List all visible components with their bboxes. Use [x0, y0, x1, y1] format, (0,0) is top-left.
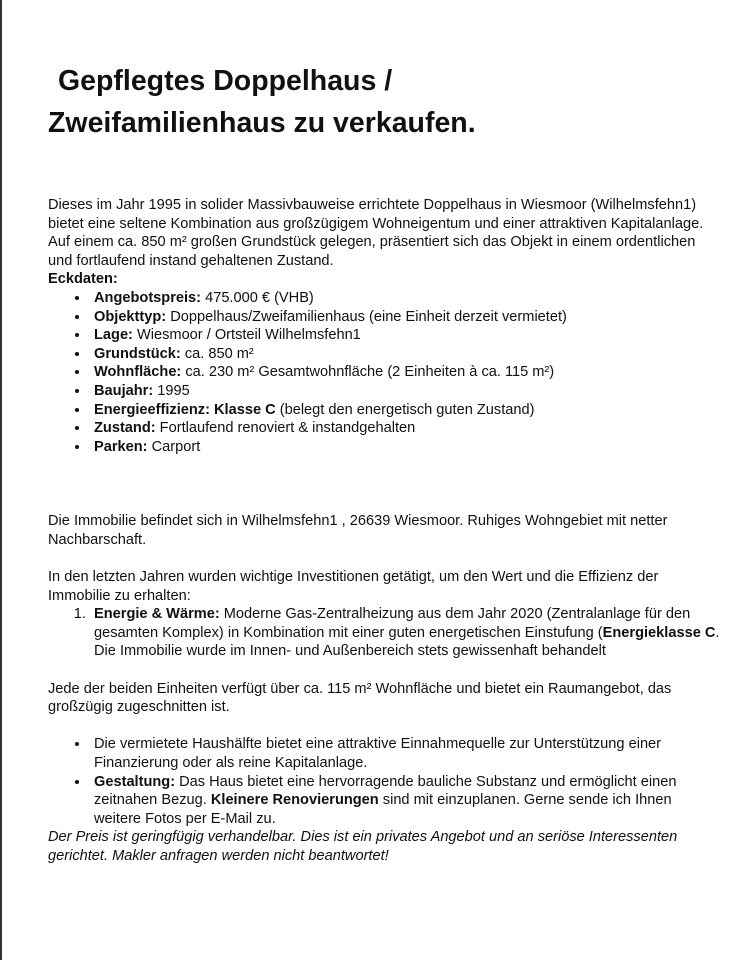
investments-intro: In den letzten Jahren wurden wichtige Investitionen getätigt, um den Wert und die Effizienz der Immobilie zu erhalten: — [48, 569, 659, 604]
list-item: • Parken: Carport — [90, 438, 720, 457]
list-item: • Zustand: Fortlaufend renoviert & instandgehalten — [90, 419, 720, 438]
list-item: • Grundstück: ca. 850 m² — [90, 345, 720, 364]
page-title — [48, 60, 720, 144]
list-item: • Gestaltung: Das Haus bietet eine hervorragende bauliche Substanz und ermöglicht einen zeitnahen Bezug. Kleinere Renovierungen sind mit einzuplanen. Gerne sende ich Ihnen weitere Fotos per E-Mail zu. — [90, 773, 720, 829]
list-item: 1. Energie & Wärme: Moderne Gas-Zentralheizung aus dem Jahr 2020 (Zentralanlage für den gesamten Komplex) in Kombination mit einer guten energetischen Einstufung (Energieklasse C. Die Immobilie wurde im Innen- und Außenbereich stets gewissenhaft behandelt — [90, 605, 720, 661]
list-item: • Die vermietete Haushälfte bietet eine attraktive Einnahmequelle zur Unterstützung einer Finanzierung oder als reine Kapitalanlage. — [90, 735, 720, 772]
list-item: • Energieeffizienz: Klasse C (belegt den energetisch guten Zustand) — [90, 401, 720, 420]
list-item: • Baujahr: 1995 — [90, 382, 720, 401]
eckdaten-heading: Eckdaten: — [48, 271, 118, 288]
list-item: • Angebotspreis: 475.000 € (VHB) — [90, 289, 720, 308]
page-edge — [0, 0, 2, 960]
title-line-1: Gepflegtes Doppelhaus / — [58, 65, 393, 97]
units-paragraph: Jede der beiden Einheiten verfügt über ca. 115 m² Wohnfläche und bietet ein Raumangebot, das großzügig zugeschnitten ist. — [48, 680, 672, 716]
list-item: • Wohnfläche: ca. 230 m² Gesamtwohnfläche (2 Einheiten à ca. 115 m²) — [90, 363, 720, 382]
closing-note: Der Preis ist geringfügig verhandelbar. Dies ist ein privates Angebot und an seriöse Interessenten gerichtet. Makler anfragen werden nicht beantwortet! — [48, 829, 678, 864]
investments-list — [48, 605, 720, 661]
eckdaten-list — [48, 289, 720, 456]
features-list — [48, 735, 720, 828]
title-line-2: Zweifamilienhaus zu verkaufen. — [48, 107, 476, 139]
intro-paragraph: Dieses im Jahr 1995 in solider Massivbauweise errichtete Doppelhaus in Wiesmoor (Wilhelmsfehn1) bietet eine seltene Kombination aus großzügigem Wohneigentum und einer attraktiven Kapitalanlage. Auf einem ca. 850 m² großen Grundstück gelegen, präsentiert sich das Objekt in einem ordentlichen und fortlaufend instand gehaltenen Zustand. — [48, 197, 704, 269]
list-item: • Objekttyp: Doppelhaus/Zweifamilienhaus (eine Einheit derzeit vermietet) — [90, 308, 720, 327]
document — [48, 60, 720, 866]
list-item: • Lage: Wiesmoor / Ortsteil Wilhelmsfehn1 — [90, 326, 720, 345]
location-paragraph: Die Immobilie befindet sich in Wilhelmsfehn1 , 26639 Wiesmoor. Ruhiges Wohngebiet mit netter Nachbarschaft. — [48, 513, 668, 548]
